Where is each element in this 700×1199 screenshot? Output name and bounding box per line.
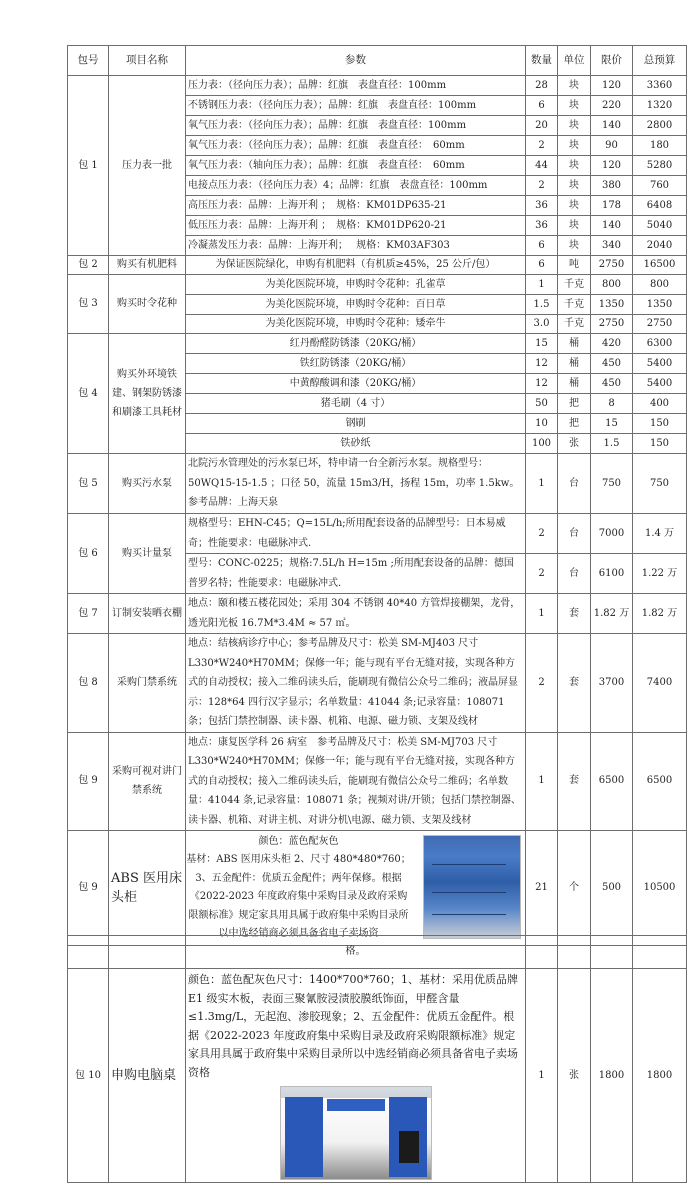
qty-cell: 1 — [526, 594, 558, 634]
qty-cell: 50 — [526, 394, 558, 414]
params-cell — [186, 969, 526, 1183]
total-cell: 6408 — [633, 196, 687, 216]
pkg-number: 包 9 — [68, 831, 109, 946]
total-cell: 6500 — [633, 732, 687, 831]
params-cell: 型号：CONC-0225；规格:7.5L/h H=15m ;所用配套设备的品牌：德国普罗名特；性能要求：电磁脉冲式. — [186, 554, 526, 594]
empty-cell — [633, 936, 687, 969]
params-cell: 红丹酚醛防锈漆（20KG/桶） — [186, 334, 526, 354]
params-cell: 氧气压力表：（轴向压力表）；品牌：红旗 表盘直径： 60mm — [186, 156, 526, 176]
total-cell: 6300 — [633, 334, 687, 354]
price-cell: 500 — [591, 831, 633, 946]
unit-cell: 桶 — [558, 354, 591, 374]
price-cell: 6500 — [591, 732, 633, 831]
qty-cell: 6 — [526, 256, 558, 275]
item-name: 购买有机肥料 — [109, 256, 186, 275]
item-name: 采购门禁系统 — [109, 634, 186, 733]
total-cell: 1.4 万 — [633, 514, 687, 554]
qty-cell: 6 — [526, 96, 558, 116]
item-name: 购买污水泵 — [109, 454, 186, 514]
total-cell: 2040 — [633, 236, 687, 256]
price-cell: 220 — [591, 96, 633, 116]
unit-cell: 桶 — [558, 374, 591, 394]
pkg-number: 包 7 — [68, 594, 109, 634]
price-cell: 2750 — [591, 256, 633, 275]
price-cell: 420 — [591, 334, 633, 354]
price-cell: 15 — [591, 414, 633, 434]
table-row — [68, 256, 687, 275]
params-cell: 北院污水管理处的污水泵已坏，特申请一台全新污水泵。规格型号：50WQ15-15-1.5 ；口径 50，流量 15m3/H，扬程 15m，功率 1.5kw。参考品牌：上海天泉 — [186, 454, 526, 514]
params-cell: 钢刷 — [186, 414, 526, 434]
unit-cell: 把 — [558, 394, 591, 414]
empty-cell — [68, 936, 109, 969]
total-cell: 1.82 万 — [633, 594, 687, 634]
params-cell: 地点：康复医学科 26 病室 参考品牌及尺寸：松美 SM-MJ703 尺寸 L330*W240*H70MM；保修一年；能与现有平台无缝对接，实现各种方式的自动授权；接入二维码读头后，能刷现有微信公众号二维码；名单数量：41044 条,记录容量：108071 条；视频对讲/开锁；包括门禁控制器、读卡器、机箱、对讲主机、对讲分机\电源、磁力锁、支架及线材 — [186, 732, 526, 831]
unit-cell: 块 — [558, 176, 591, 196]
unit-cell: 块 — [558, 236, 591, 256]
table-row — [68, 76, 687, 96]
table-row — [68, 831, 687, 946]
total-cell: 180 — [633, 136, 687, 156]
empty-cell — [591, 936, 633, 969]
price-cell: 340 — [591, 236, 633, 256]
item-name: 购买计量泵 — [109, 514, 186, 594]
unit-cell: 张 — [558, 434, 591, 454]
total-cell: 16500 — [633, 256, 687, 275]
unit-cell: 套 — [558, 634, 591, 733]
total-cell: 3360 — [633, 76, 687, 96]
qty-cell: 36 — [526, 196, 558, 216]
params-cell: 铁红防锈漆（20KG/桶） — [186, 354, 526, 374]
item-name: 购买时令花种 — [109, 275, 186, 334]
params-cell: 格。 — [186, 936, 526, 969]
price-cell: 178 — [591, 196, 633, 216]
unit-cell: 吨 — [558, 256, 591, 275]
header-row — [68, 46, 687, 76]
bedside-cabinet-image — [423, 835, 521, 939]
total-cell: 150 — [633, 434, 687, 454]
total-cell: 400 — [633, 394, 687, 414]
unit-cell: 套 — [558, 594, 591, 634]
qty-cell: 1 — [526, 969, 558, 1183]
qty-cell: 21 — [526, 831, 558, 946]
total-cell: 5400 — [633, 374, 687, 394]
params-cell: 低压压力表：品牌：上海开利 ； 规格：KM01DP620-21 — [186, 216, 526, 236]
pkg-number: 包 4 — [68, 334, 109, 454]
empty-cell — [526, 936, 558, 969]
header-total: 总预算 — [633, 46, 687, 76]
total-cell: 5400 — [633, 354, 687, 374]
price-cell: 800 — [591, 275, 633, 295]
item-name: 订制安装晒衣棚 — [109, 594, 186, 634]
qty-cell: 12 — [526, 374, 558, 394]
total-cell: 1320 — [633, 96, 687, 116]
price-cell: 380 — [591, 176, 633, 196]
unit-cell: 块 — [558, 156, 591, 176]
header-params: 参数 — [186, 46, 526, 76]
pkg-number: 包 6 — [68, 514, 109, 594]
unit-cell: 把 — [558, 414, 591, 434]
price-cell: 2750 — [591, 315, 633, 334]
unit-cell: 套 — [558, 732, 591, 831]
params-cell: 猪毛刷（4 寸） — [186, 394, 526, 414]
qty-cell: 2 — [526, 514, 558, 554]
unit-cell: 千克 — [558, 295, 591, 315]
unit-cell: 块 — [558, 96, 591, 116]
params-cell: 为保证医院绿化，申购有机肥料（有机质≥45%，25 公斤/包） — [186, 256, 526, 275]
params-cell: 不锈钢压力表：（径向压力表）；品牌：红旗 表盘直径：100mm — [186, 96, 526, 116]
price-cell: 1.5 — [591, 434, 633, 454]
total-cell: 5040 — [633, 216, 687, 236]
params-cell: 规格型号：EHN-C45；Q=15L/h;所用配套设备的品牌型号：日本易威奇；性能要求：电磁脉冲式. — [186, 514, 526, 554]
item-name: 压力表一批 — [109, 76, 186, 256]
qty-cell: 2 — [526, 634, 558, 733]
params-cell: 为美化医院环境，申购时令花种：百日草 — [186, 295, 526, 315]
params-cell: 铁砂纸 — [186, 434, 526, 454]
qty-cell: 10 — [526, 414, 558, 434]
params-text: 颜色：蓝色配灰色尺寸：1400*700*760；1、基材：采用优质品牌 E1 级实木板，表面三聚氰胺浸渍胶膜纸饰面，甲醛含量≤1.3mg/L，无起泡、渗胶现象；2、五金配件：优质五金配件。根据《2022-2023 年度政府集中采购目录及政府采购限额标准》规定家具用具属于政府集中采购目录所以中选经销商必须具备省电子卖场资格 — [188, 973, 518, 1079]
price-cell: 6100 — [591, 554, 633, 594]
total-cell: 2750 — [633, 315, 687, 334]
qty-cell: 2 — [526, 554, 558, 594]
computer-desk-image — [280, 1086, 432, 1180]
price-cell: 1800 — [591, 969, 633, 1183]
qty-cell: 20 — [526, 116, 558, 136]
table-row — [68, 334, 687, 354]
params-cell: 氧气压力表：（径向压力表）；品牌：红旗 表盘直径： 60mm — [186, 136, 526, 156]
price-cell: 120 — [591, 156, 633, 176]
unit-cell: 块 — [558, 216, 591, 236]
unit-cell: 千克 — [558, 315, 591, 334]
price-cell: 3700 — [591, 634, 633, 733]
total-cell: 800 — [633, 275, 687, 295]
item-name: ABS 医用床头柜 — [109, 831, 186, 946]
total-cell: 7400 — [633, 634, 687, 733]
unit-cell: 块 — [558, 76, 591, 96]
table-row — [68, 275, 687, 295]
total-cell: 5280 — [633, 156, 687, 176]
params-cell: 高压压力表：品牌：上海开利 ； 规格：KM01DP635-21 — [186, 196, 526, 216]
price-cell: 120 — [591, 76, 633, 96]
total-cell: 2800 — [633, 116, 687, 136]
unit-cell: 台 — [558, 454, 591, 514]
params-cell: 为美化医院环境，申购时令花种：孔雀草 — [186, 275, 526, 295]
procurement-table-continued — [67, 935, 687, 1183]
pkg-number: 包 3 — [68, 275, 109, 334]
pkg-number: 包 5 — [68, 454, 109, 514]
price-cell: 8 — [591, 394, 633, 414]
table-row — [68, 594, 687, 634]
qty-cell: 36 — [526, 216, 558, 236]
params-cell: 中黄醇酸调和漆（20KG/桶） — [186, 374, 526, 394]
qty-cell: 28 — [526, 76, 558, 96]
qty-cell: 1 — [526, 275, 558, 295]
price-cell: 1.82 万 — [591, 594, 633, 634]
params-cell: 压力表：（径向压力表）；品牌：红旗 表盘直径：100mm — [186, 76, 526, 96]
params-text: 基材：ABS 医用床头柜 2、尺寸 480*480*760；3、五金配件：优质五金配件；两年保修。根据《2022-2023 年度政府集中采购目录及政府采购限额标准》规定家具用具属于政府集中采购目录所以中选经销商必须具备省电子卖场资 — [186, 854, 411, 939]
pkg-number: 包 9 — [68, 732, 109, 831]
qty-cell: 100 — [526, 434, 558, 454]
params-cell: 地点：颐和楼五楼花园处；采用 304 不锈钢 40*40 方管焊接棚架，龙骨，透光阳光板 16.7M*3.4M ≈ 57 ㎡。 — [186, 594, 526, 634]
price-cell: 140 — [591, 116, 633, 136]
unit-cell: 台 — [558, 514, 591, 554]
unit-cell: 块 — [558, 196, 591, 216]
total-cell: 1800 — [633, 969, 687, 1183]
qty-cell: 1 — [526, 732, 558, 831]
qty-cell: 44 — [526, 156, 558, 176]
price-cell: 1350 — [591, 295, 633, 315]
qty-cell: 15 — [526, 334, 558, 354]
params-cell: 电接点压力表：（径向压力表）4；品牌：红旗 表盘直径：100mm — [186, 176, 526, 196]
unit-cell: 桶 — [558, 334, 591, 354]
table-row — [68, 936, 687, 969]
table-row — [68, 634, 687, 733]
price-cell: 750 — [591, 454, 633, 514]
total-cell: 10500 — [633, 831, 687, 946]
unit-cell: 千克 — [558, 275, 591, 295]
params-cell: 冷凝蒸发压力表：品牌：上海开利； 规格：KM03AF303 — [186, 236, 526, 256]
header-name: 项目名称 — [109, 46, 186, 76]
total-cell: 1.22 万 — [633, 554, 687, 594]
params-cell: 为美化医院环境，申购时令花种：矮牵牛 — [186, 315, 526, 334]
pkg-number: 包 1 — [68, 76, 109, 256]
item-name: 采购可视对讲门禁系统 — [109, 732, 186, 831]
empty-cell — [109, 936, 186, 969]
empty-cell — [558, 936, 591, 969]
price-cell: 7000 — [591, 514, 633, 554]
pkg-number: 包 2 — [68, 256, 109, 275]
header-qty: 数量 — [526, 46, 558, 76]
price-cell: 140 — [591, 216, 633, 236]
unit-cell: 个 — [558, 831, 591, 946]
qty-cell: 2 — [526, 176, 558, 196]
unit-cell: 张 — [558, 969, 591, 1183]
table-row — [68, 732, 687, 831]
unit-cell: 块 — [558, 116, 591, 136]
total-cell: 760 — [633, 176, 687, 196]
qty-cell: 6 — [526, 236, 558, 256]
unit-cell: 台 — [558, 554, 591, 594]
qty-cell: 12 — [526, 354, 558, 374]
item-name: 购买外环境铁建、钢架防锈漆和刷漆工具耗材 — [109, 334, 186, 454]
params-cell — [186, 831, 526, 946]
price-cell: 450 — [591, 374, 633, 394]
table-row — [68, 514, 687, 554]
total-cell: 1350 — [633, 295, 687, 315]
table-row — [68, 969, 687, 1183]
item-name: 申购电脑桌 — [109, 969, 186, 1183]
qty-cell: 2 — [526, 136, 558, 156]
params-color: 颜色：蓝色配灰色 — [258, 835, 339, 847]
header-price: 限价 — [591, 46, 633, 76]
qty-cell: 3.0 — [526, 315, 558, 334]
params-cell: 地点：结核病诊疗中心；参考品牌及尺寸：松美 SM-MJ403 尺寸 L330*W240*H70MM；保修一年；能与现有平台无缝对接，实现各种方式的自动授权；接入二维码读头后，能刷现有微信公众号二维码；液晶屏显示：128*64 四行汉字显示；名单数量：41044 条;记录容量：108071 条；包括门禁控制器、读卡器、机箱、电源、磁力锁、支架及线材 — [186, 634, 526, 733]
pkg-number: 包 10 — [68, 969, 109, 1183]
total-cell: 150 — [633, 414, 687, 434]
price-cell: 450 — [591, 354, 633, 374]
price-cell: 90 — [591, 136, 633, 156]
pkg-number: 包 8 — [68, 634, 109, 733]
header-unit: 单位 — [558, 46, 591, 76]
unit-cell: 块 — [558, 136, 591, 156]
table-row — [68, 454, 687, 514]
qty-cell: 1 — [526, 454, 558, 514]
total-cell: 750 — [633, 454, 687, 514]
header-pkg: 包号 — [68, 46, 109, 76]
qty-cell: 1.5 — [526, 295, 558, 315]
procurement-table — [67, 45, 687, 946]
params-cell: 氧气压力表：（径向压力表）；品牌：红旗 表盘直径：100mm — [186, 116, 526, 136]
